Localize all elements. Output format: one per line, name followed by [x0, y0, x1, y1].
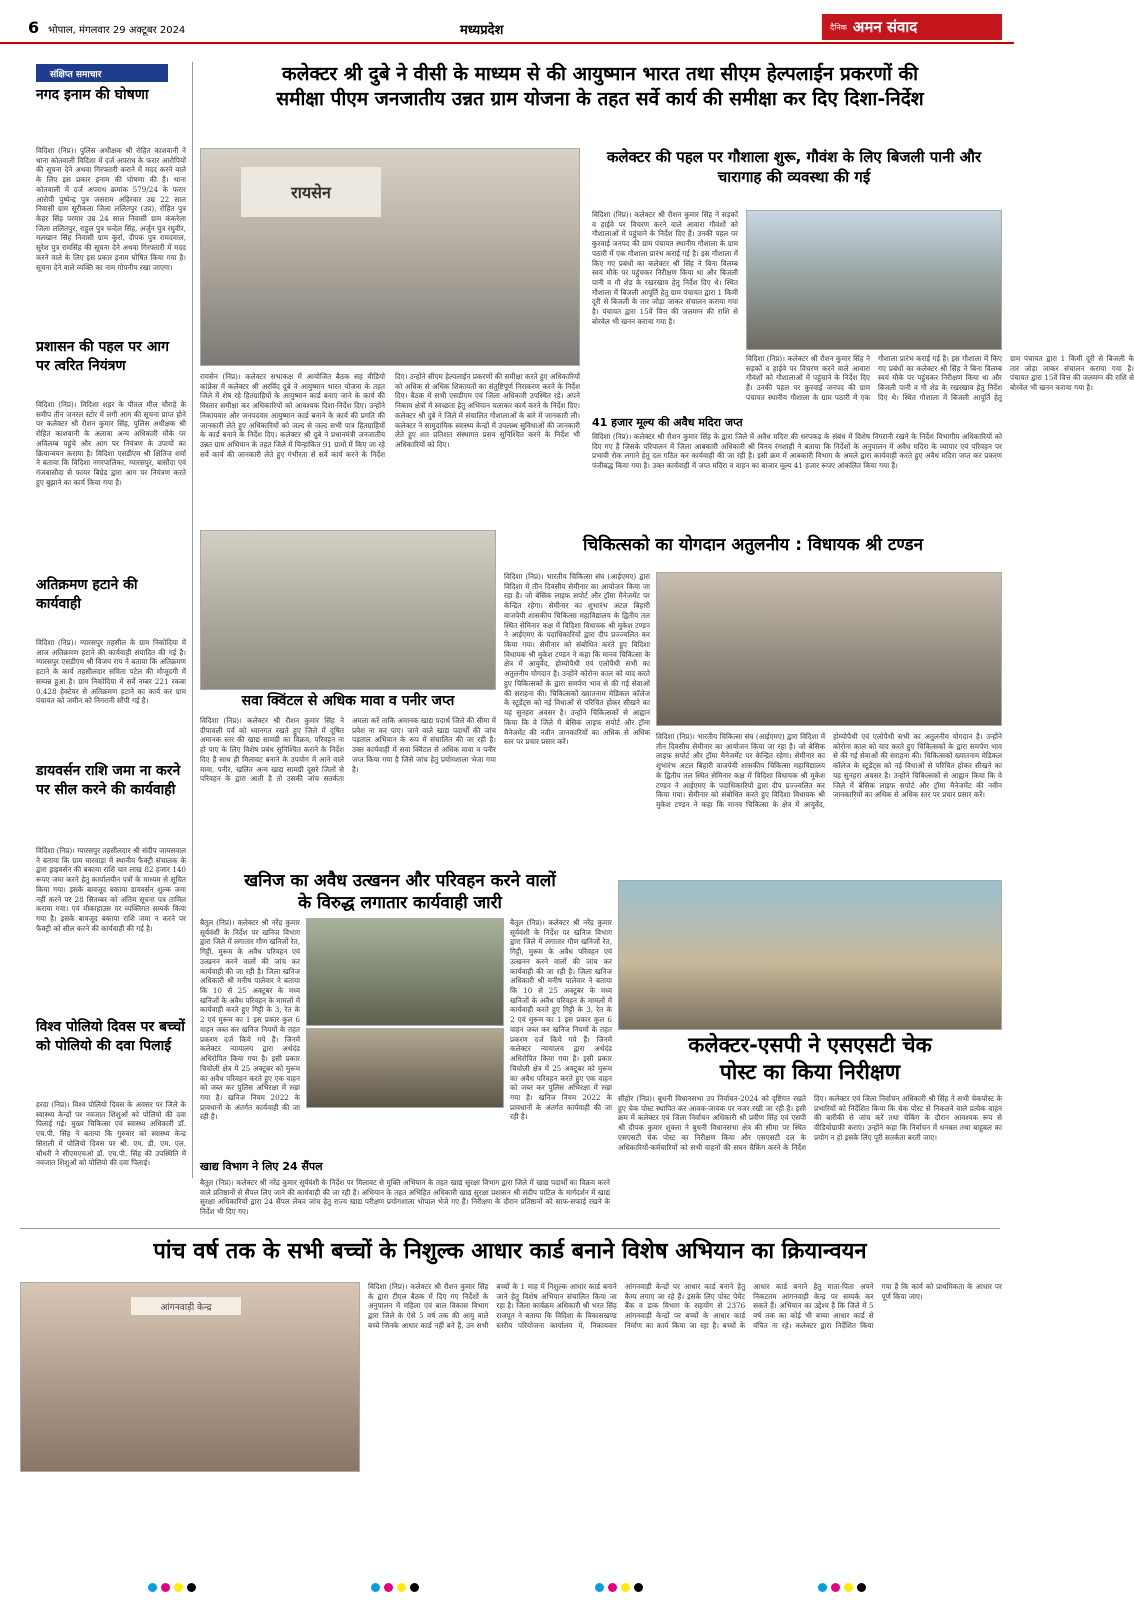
- liquor-body: विदिशा (निप्र)। कलेक्टर श्री रौशन कुमार सिंह के द्वारा जिले में अवैध मदिरा की धरपकड़ के संबंध में विशेष निगरानी रखने के निर्देश विभागीय अधिकारियों को दिए गए हैं जिसके परिपालन में जिला आबकारी अधिकारी श्री विनय रंगशाही ने बताया कि निर्देशों के अनुपालन में अवैध मदिरा के व्यापार एवं परिवहन पर प्रभावी रोक लगाने हेतु दल गठित कर कार्यवाही की जा रही है। इसी क्रम में आबकारी विभाग के अमले द्वारा कार्यवाही करते हुए अवैध मदिरा जप्त कर प्रकरण पंजीबद्ध किया गया है। उक्त कार्यवाही में जप्त मदिरा व वाहन का बाजार मूल्य 41 हजार रूपए आंकलित किया गया है।: [592, 432, 1002, 471]
- brief-news-column: [36, 60, 186, 1180]
- top-story-photo: [200, 148, 580, 366]
- registration-dots: [593, 1577, 645, 1596]
- checkpost-headline: [618, 1032, 1002, 1087]
- mawa-headline: सवा क्विंटल से अधिक मावा व पनीर जप्त: [241, 693, 455, 709]
- food-headline: खाद्य विभाग ने लिए 24 सैंपल: [200, 1160, 323, 1173]
- mining-headline: [200, 870, 600, 914]
- registration-dots: [146, 1577, 198, 1596]
- mining-body: बैतूल (निप्र)। कलेक्टर श्री नरेंद्र कुमार सूर्यवंशी के निर्देश पर खनिज विभाग द्वारा जिले में लगातार गौण खनिजों रेत, गिट्टी, मुरूम के अवैध परिवहन एवं उत्खनन करने वालों की जांच कर कार्यवाही की जा रही है। जिला खनिज अधिकारी श्री मनीष पालेवार ने बताया कि 10 से 25 अक्टूबर के मध्य खनिजों के अवैध परिवहन के मामलों में कार्यवाही करते हुए गिट्टी के 3, रेत के 2 एवं मुरूम का 1 इस प्रकार कुल 6 वाहन जब्त कर खनिज नियमों के तहत प्रकरण दर्ज किये गये हैं। जिनमें कलेक्टर न्यायालय द्वारा अर्थदंड अधिरोपित किया गया है। इसी प्रकार चिचोली क्षेत्र में 25 अक्टूबर को मुरूम का अवैध परिवहन करते हुए एक वाहन को जब्त कर पुलिस अभिरक्षा में रखा गया है। खनिज नियम 2022 के प्रावधानों के अंतर्गत कार्यवाही की जा रही है।: [200, 918, 300, 1122]
- brief-body: विदिशा (निप्र)। विदिशा शहर के पीतल मील चौराहे के समीप तीन जनरल स्टोर में लगी आग की सूचना प्राप्त होने पर कलेक्टर श्री रौशन कुमार सिंह, पुलिस अधीक्षक श्री रोहित काशवानी के अलावा अन्य अधिकारी मौके पर अविलम्ब पहुंचे और आग पर नियंत्रण के उपायों का क्रियान्वयन कराया है। विदिशा एसडीएम श्री क्षितिज शर्मा ने बताया कि विदिशा नगरपालिका, ग्यारसपुर, बासौदा एवं गंजबासौदा से फायर बिग्रेड द्वारा आग पर नियंत्रण करते हुए बुझाने का कार्य किया गया है।: [36, 400, 186, 487]
- registration-dots: [816, 1577, 868, 1596]
- gaushala-photo: [746, 210, 1002, 350]
- gaushala-headline: कलेक्टर की पहल पर गौशाला शुरू, गौवंश के लिए बिजली पानी और चारागाह की व्यवस्था की गई: [606, 148, 982, 186]
- checkpost-headline-line: कलेक्टर-एसपी ने एसएसटी चेक: [688, 1033, 932, 1057]
- brief-body: विदिशा (निप्र)। ग्यारसपुर तहसीलदार श्री संदीप जायसवाल ने बताया कि ग्राम मारवाड़ा में स्थानीय फैक्ट्री संचालक के द्वारा ड्राइवर्सन की बकाया राशि चार लाख 82 हजार 140 रूपए जमा करने हेतु कार्यालयीन पत्रों के माध्यम से सूचित किया गया। इसके बावजूद बकाया डायवर्सन शुल्क जमा नहीं करने पर 28 सितम्बर को अंतिम सूचना पत्र तामिल कराया गया। एवं मौकाहाउस पर व्यक्तिगत सम्पर्क किया गया है। इसके बावजूद बकाया राशि जमा न करने पर फैक्ट्री को सील करने की कार्यवाही की गई है।: [36, 846, 186, 933]
- mining-body-cont: बैतूल (निप्र)। कलेक्टर श्री नरेंद्र कुमार सूर्यवंशी के निर्देश पर खनिज विभाग द्वारा जिले में लगातार गौण खनिजों रेत, गिट्टी, मुरूम के अवैध परिवहन एवं उत्खनन करने वालों की जांच कर कार्यवाही की जा रही है। जिला खनिज अधिकारी श्री मनीष पालेवार ने बताया कि 10 से 25 अक्टूबर के मध्य खनिजों के अवैध परिवहन के मामलों में कार्यवाही करते हुए गिट्टी के 3, रेत के 2 एवं मुरूम का 1 इस प्रकार कुल 6 वाहन जब्त कर खनिज नियमों के तहत प्रकरण दर्ज किये गये हैं। जिनमें कलेक्टर न्यायालय द्वारा अर्थदंड अधिरोपित किया गया है। इसी प्रकार चिचोली क्षेत्र में 25 अक्टूबर को मुरूम का अवैध परिवहन करते हुए एक वाहन को जब्त कर पुलिस अभिरक्षा में रखा गया है। खनिज नियम 2022 के प्रावधानों के अंतर्गत कार्यवाही की जा रही है।: [510, 918, 612, 1122]
- mawa-body: विदिशा (निप्र)। कलेक्टर श्री रौशन कुमार सिंह ने दीपावली पर्व को ध्यानगत रखते हुए जिले में दूषित अमानक स्तर की खाद्य सामग्री का विक्रय, परिवहन ना हो पाए के लिए विशेष प्रबंध सुनिश्चित कराने के निर्देश दिए हैं साथ ही मिलावट बनाने के उपयोग में आने वाले मावा, पनीर, खलित अन्य खाद्य सामग्री दूसरे जिलों से परिवहन के द्वारा आती है तो उसकी जांच सतर्कता अमला करें ताकि अमानक खाद्य पदार्थ जिले की सीमा में प्रवेश ना कर पाए। जाने वाले खाद्य पदार्थों की जांच पड़ताल अभियान के रूप में संचालित की जा रही है। उक्त कार्यवाही में सवा क्विंटल से अधिक मावा व पनीर जप्त किया गया है जिसे जांच हेतु प्रयोगशाला भेजा गया है।: [200, 716, 496, 784]
- food-body: बैतूल (निप्र)। कलेक्टर श्री नरेंद्र कुमार सूर्यवंशी के निर्देश पर मिलावट से मुक्ति अभियान के तहत खाद्य सुरक्षा विभाग द्वारा जिले में खाद्य पदार्थों का विक्रय करने वाले प्रतिष्ठानों से सैंपल लिए जाने की कार्यवाही की जा रही है। अभियान के तहत अभिहित अधिकारी खाद्य सुरक्षा प्रशासन श्री संदीप पाटिल के मार्गदर्शन में खाद्य सुरक्षा अधिकारियों द्वारा 24 सैंपल लेकर जांच हेतु राज्य खाद्य परीक्षण प्रयोगशाला भोपाल भेजे गए हैं। निरीक्षण के दौरान प्रतिष्ठानों को साफ-सफाई रखने के निर्देश भी दिए गए।: [200, 1178, 610, 1217]
- top-story-headline-line: कलेक्टर श्री दुबे ने वीसी के माध्यम से की आयुष्मान भारत तथा सीएम हेल्पलाईन प्रकरणों की: [282, 63, 918, 85]
- checkpost-headline-line: पोस्ट का किया निरीक्षण: [719, 1060, 901, 1085]
- date-line: भोपाल, मंगलवार 29 अक्टूबर 2024: [48, 25, 186, 36]
- top-story-headline-line: समीक्षा पीएम जनजातीय उन्नत ग्राम योजना के तहत सर्वे कार्य की समीक्षा कर दिए दिशा-निर्देश: [276, 87, 924, 110]
- tandon-body: विदिशा (निप्र)। भारतीय चिकित्सा संघ (आईएमए) द्वारा विदिशा में तीन दिवसीय सेमीनार का आयोजन किया जा रहा है। जो बेसिक लाइफ सपोर्ट और ट्रॉमा मैनेजमेंट पर केन्द्रित रहेगा। सेमीनार का शुभारंभ अटल बिहारी वाजपेयी शासकीय चिकित्सा महाविद्यालय के द्वितीय तल स्थित सेमिनार कक्ष में विदिशा विधायक श्री मुकेश टण्डन ने आईएमए के पदाधिकारियों द्वारा दीप प्रज्ज्वलित कर किया गया। सेमीनार को संबोधित करते हुए विदिशा विधायक श्री मुकेश टण्डन ने कहा कि मानव चिकित्सा के क्षेत्र में आयुर्वेद, होम्योपैथी एवं एलोपैथी सभी का अतुलनीय योगदान है। उन्होंने कोरोना काल को याद करते हुए चिकित्सकों के द्वारा समर्पण भाव से की गई सेवाओं की सराहना की। चिकित्सकों ख्यातनाम मेडिकल कॉलेज के स्टूडेंट्स को नई विधाओं से परिचित होकर सीखने का यह सुनहरा अवसर है। उन्होंने चिकित्सकों से आह्वान किया कि वे जिले में बेसिक लाइफ सपोर्ट और ट्रॉमा मैनेजमेंट की नवीन जानकारियों का अधिक से अधिक स्तर पर प्रचार प्रसार करें।: [504, 572, 650, 747]
- brief-headline: अतिक्रमण हटाने की कार्यवाही: [36, 577, 138, 612]
- section-title: मध्यप्रदेश: [460, 23, 504, 38]
- gaushala-body-cont: विदिशा (निप्र)। कलेक्टर श्री रौशन कुमार सिंह ने सड़कों व हाईवे पर विचरण करने वाले आवारा गौवंशों को गौशालाओं में पहुंचाने के निर्देश दिए हैं। उनकी पहल पर कुरवाई जनपद की ग्राम पंचायत स्थानीय गौशाला के ग्राम पठारी में एक गौशाला प्रारंभ कराई गई है। इस गौशाला में किए गए प्रबंधों का कलेक्टर श्री सिंह ने बिना विलम्ब स्वयं मौके पर पहुंचकर निरीक्षण किया था और बिजली पानी व गौ शेड के रखरखाव हेतु निर्देश दिए थे। स्थित गौशाला में बिजली आपूर्ति हेतु ग्राम पंचायत द्वारा 1 किमी दूरी से बिजली के तार जोड़ा जाकर संचालन कराया गया है। पंचायत द्वारा 15वें वित्त की जलमग्न की राशि से बोरवेल भी खनन कराया गया है।: [746, 354, 1134, 402]
- registration-dots: [369, 1577, 421, 1596]
- newspaper-masthead: [822, 14, 1002, 40]
- aadhaar-body: विदिशा (निप्र)। कलेक्टर श्री रौशन कुमार सिंह के द्वारा टीएल बैठक में दिए गए निर्देशों के अनुपालन में महिला एवं बाल विकास विभाग द्वारा जिले के ऐसे 5 वर्ष तक की आयु वाले बच्चे जिनके आधार कार्ड नहीं बने हैं, उन सभी बच्चों के 1 माह में निशुल्क आधार कार्ड बनाने जाने हेतु विशेष अभियान संचालित किया जा रहा है। जिला कार्यक्रम अधिकारी श्री भरत सिंह राजपूत ने बताया कि विदिशा के विकासखण्ड स्तरीय परियोजना कार्यालय में, निकायवार आंगनवाड़ी केन्द्रों पर आधार कार्ड बनाने हेतु कैम्प लगाए जा रहे हैं। इसके लिए पोस्ट पेमेंट बैंक व डाक विभाग के सहयोग से 2376 आंगनवाड़ी केन्द्रों पर बच्चों के आधार कार्ड निर्माण का कार्य किया जा रहा है। बच्चों के आधार कार्ड बनाने हेतु माता-पिता अपने निकटतम आंगनवाड़ी केन्द्र पर सम्पर्क कर सकते हैं। अभियान का उद्देश्य है कि जिले में 5 वर्ष तक का कोई भी बच्चा आधार कार्ड से वंचित ना रहे। कलेक्टर द्वारा निर्देशित किया गया है कि कार्य को प्राथमिकता के आधार पर पूर्ण किया जाए।: [368, 1282, 1002, 1330]
- brief-headline: नगद इनाम की घोषणा: [36, 87, 149, 103]
- checkpost-photo: [618, 880, 1002, 1030]
- page-number: 6: [28, 18, 40, 37]
- tandon-body-cont: विदिशा (निप्र)। भारतीय चिकित्सा संघ (आईएमए) द्वारा विदिशा में तीन दिवसीय सेमीनार का आयोजन किया जा रहा है। जो बेसिक लाइफ सपोर्ट और ट्रॉमा मैनेजमेंट पर केन्द्रित रहेगा। सेमीनार का शुभारंभ अटल बिहारी वाजपेयी शासकीय चिकित्सा महाविद्यालय के द्वितीय तल स्थित सेमिनार कक्ष में विदिशा विधायक श्री मुकेश टण्डन ने आईएमए के पदाधिकारियों द्वारा दीप प्रज्ज्वलित कर किया गया। सेमीनार को संबोधित करते हुए विदिशा विधायक श्री मुकेश टण्डन ने कहा कि मानव चिकित्सा के क्षेत्र में आयुर्वेद, होम्योपैथी एवं एलोपैथी सभी का अतुलनीय योगदान है। उन्होंने कोरोना काल को याद करते हुए चिकित्सकों के द्वारा समर्पण भाव से की गई सेवाओं की सराहना की। चिकित्सकों ख्यातनाम मेडिकल कॉलेज के स्टूडेंट्स को नई विधाओं से परिचित होकर सीखने का यह सुनहरा अवसर है। उन्होंने चिकित्सकों से आह्वान किया कि वे जिले में बेसिक लाइफ सपोर्ट और ट्रॉमा मैनेजमेंट की नवीन जानकारियों का अधिक से अधिक स्तर पर प्रचार प्रसार करें।: [656, 732, 1002, 810]
- mining-headline-line: खनिज का अवैध उत्खनन और परिवहन करने वालों: [244, 871, 556, 891]
- aadhaar-headline: पांच वर्ष तक के सभी बच्चों के निशुल्क आधार कार्ड बनाने विशेष अभियान का क्रियान्वयन: [153, 1239, 867, 1264]
- tandon-headline: चिकित्सको का योगदान अतुलनीय : विधायक श्री टण्डन: [583, 535, 923, 555]
- mining-photo-1: [306, 918, 504, 1026]
- top-story-body: रायसेन (निप्र)। कलेक्टर सभाकक्ष में आयोजित बैठक सह वीडियो कांफ्रेंस में कलेक्टर श्री अरविंद दुबे ने आयुष्मान भारत योजना के तहत जिले में शेष रहे हितग्राहियों के आयुष्मान कार्ड बनाए जाने के कार्य की विस्तार समीक्षा कर अधिकारियों को आवश्यक दिशा-निर्देश दिए। उन्होंने निकायवार और जनपदवार आयुष्मान कार्ड बनाने के कार्य की प्रगति की जानकारी लेते हुए अधिकारियों को जल्द से जल्द सभी पात्र हितग्राहियों के कार्ड बनाने के निर्देश दिए। कलेक्टर श्री दुबे ने प्रधानमंत्री जनजातीय उन्नत ग्राम अभियान के तहत जिले में चिन्हांकित 91 ग्रामों में किए जा रहे सर्वे कार्य की जानकारी लेते हुए गंभीरता से सर्वे कार्य करने के निर्देश दिए। उन्होंने सीएम हेल्पलाईन प्रकरणों की समीक्षा करते हुए अधिकारियों को अधिक से अधिक शिकायतों का संतुष्टिपूर्ण निराकरण करने के निर्देश दिए। बैठक में सभी एसडीएम एवं जिला अधिकारी उपस्थित रहे। अपने निकाय क्षेत्रों में स्वच्छता हेतु अभियान चलाकर कार्य करने के निर्देश दिए। कलेक्टर श्री दुबे ने जिले में संचालित गौशालाओं के बारे में जानकारी ली। कलेक्टर ने सामुदायिक स्वास्थ्य केन्द्रों में उपलब्ध सुविधाओं की जानकारी लेते हुए शत प्रतिशत संस्थागत प्रसव सुनिश्चित करने के निर्देश भी अधिकारियों को दिए।: [200, 372, 580, 459]
- page-header: [0, 0, 1014, 44]
- brief-headline: प्रशासन की पहल पर आग पर त्वरित नियंत्रण: [36, 339, 169, 374]
- checkpost-body: सीहोर (निप्र)। बुधनी विधानसभा उप निर्वाचन-2024 को दृष्टिगत रखते हुए चेक पोस्ट स्थापित कर आवक-जावक पर नजर रखी जा रही है। इसी क्रम में कलेक्टर एवं जिला निर्वाचन अधिकारी श्री प्रवीण सिंह एवं एसपी श्री दीपक कुमार शुक्ला ने बुधनी विधानसभा क्षेत्र की सीमा पर स्थित एसएसटी चेक पोस्ट का निरीक्षण किया और एसएसटी दल के अधिकारियों-कर्मचारियों को सभी वाहनों की सघन चैकिंग करने के निर्देश दिए। कलेक्टर एवं जिला निर्वाचन अधिकारी श्री सिंह ने सभी चेकपोस्ट के प्रभारियों को निर्देशित किया कि चेक पोस्ट से निकलने वाले प्रत्येक वाहन की बारीकी से जांच करें तथा चेकिंग के दौरान आवश्यक रूप से वीडियोग्राफी कराएं। उन्होंने कहा कि निर्वाचन में धनबल तथा बाहुबल का प्रयोग न हो इसके लिए पूरी सतर्कता बरती जाए।: [618, 1094, 1002, 1152]
- top-story-headline: [200, 62, 1000, 111]
- gaushala-body: विदिशा (निप्र)। कलेक्टर श्री रौशन कुमार सिंह ने सड़कों व हाईवे पर विचरण करने वाले आवारा गौवंशों को गौशालाओं में पहुंचाने के निर्देश दिए हैं। उनकी पहल पर कुरवाई जनपद की ग्राम पंचायत स्थानीय गौशाला के ग्राम पठारी में एक गौशाला प्रारंभ कराई गई है। इस गौशाला में किए गए प्रबंधों का कलेक्टर श्री सिंह ने बिना विलम्ब स्वयं मौके पर पहुंचकर निरीक्षण किया था और बिजली पानी व गौ शेड के रखरखाव हेतु निर्देश दिए थे। स्थित गौशाला में बिजली आपूर्ति हेतु ग्राम पंचायत द्वारा 1 किमी दूरी से बिजली के तार जोड़ा जाकर संचालन कराया गया है। पंचायत द्वारा 15वें वित्त की जलमग्न की राशि से बोरवेल भी खनन कराया गया है।: [592, 210, 738, 326]
- brief-news-tag: संक्षिप्त समाचार: [36, 64, 168, 82]
- brief-headline: डायवर्सन राशि जमा ना करने पर सील करने की कार्यवाही: [36, 763, 181, 798]
- brief-body: विदिशा (निप्र)। पुलिस अधीक्षक श्री रोहित काशवानी ने थाना कोतवाली विदिशा में दर्ज अपराध के फरार आरोपियों की सूचना देने अथवा गिरफ्तारी कराने में मदद करने वाले के लिए इस प्रकार इनाम की घोषणा की है। थाना कोतवाली में दर्ज अपराध क्रमांक 579/24 के फरार आरोपी पुष्पेन्द्र पुत्र जसराम अहिरवार उम्र 22 साल निवासी ग्राम सूरीकला जिला ललितपुर (उप्र), रोहित पुत्र केहर सिंह परमार उम्र 24 साल निवासी ग्राम कंकरेला जिला ललितपुर, राहुल पुत्र चन्देल सिंह, अर्जुन पुत्र रघुवीर, मलखान सिंह निवासी ग्राम कुर्रा, दीपक पुत्र रामदयाल, सुरेश पुत्र रामसिंह की सूचना देने अथवा गिरफ्तारी में मदद करने वाले के लिए इस प्रकार इनाम घोषित किया गया है। सूचना देने वाले व्यक्ति का नाम गोपनीय रखा जाएगा।: [36, 146, 186, 272]
- seminar-photo: [656, 572, 1002, 726]
- masthead-title: अमन संवाद: [852, 18, 918, 36]
- column-rule: [192, 62, 193, 1178]
- print-marks: [0, 1572, 1014, 1600]
- brief-body: हरदा (निप्र)। विश्व पोलियो दिवस के अवसर पर जिले के स्वास्थ्य केन्द्रों पर नवजात शिशुओं को पोलियो की दवा पिलाई गई। मुख्य चिकित्सा एवं स्वास्थ्य अधिकारी डॉ. एच.पी. सिंह ने बताया कि गुरुवार को स्वास्थ्य केन्द्र सिराली में पोलियो दिवस पर श्री. एम. डी. एम. एल. चौधरी ने सीएमएचओ डॉ. एच.पी. सिंह की उपस्थिति में नवजात शिशुओं को पोलियो की दवा पिलाई।: [36, 1100, 186, 1168]
- masthead-small: दैनिक: [830, 22, 847, 32]
- brief-headline: विश्व पोलियो दिवस पर बच्चों को पोलियो की दवा पिलाई: [36, 1019, 185, 1054]
- mining-headline-line: के विरुद्ध लगातार कार्यवाही जारी: [298, 893, 502, 914]
- photo-signboard: आंगनवाड़ी केन्द्र: [131, 1297, 241, 1315]
- section-divider: [20, 1228, 1000, 1229]
- photo-signboard: रायसेन: [241, 167, 381, 217]
- mawa-photo: [200, 530, 496, 690]
- brief-body: विदिशा (निप्र)। ग्यारसपुर तहसील के ग्राम निकोदिया में आज अतिक्रमण हटाने की कार्यवाही संपादित की गई है। ग्यारसपुर एसडीएम श्री विजय राय ने बताया कि अतिक्रमण हटाने के कार्य तहसीलदार सविता पटेल की मौजूदगी में सम्पन्न हुआ है। ग्राम निकोदिया में सर्वे नम्बर 221 रकबा 0.428 हेक्टेयर से अतिक्रमण हटाने का कार्य कर ग्राम पंचायत को जमीन को निगरानी सौंपी गई है।: [36, 638, 186, 706]
- mining-photo-2: [306, 1028, 504, 1108]
- liquor-headline: 41 हजार मूल्य की अवैध मदिरा जप्त: [592, 416, 743, 429]
- aadhaar-photo: [20, 1282, 360, 1472]
